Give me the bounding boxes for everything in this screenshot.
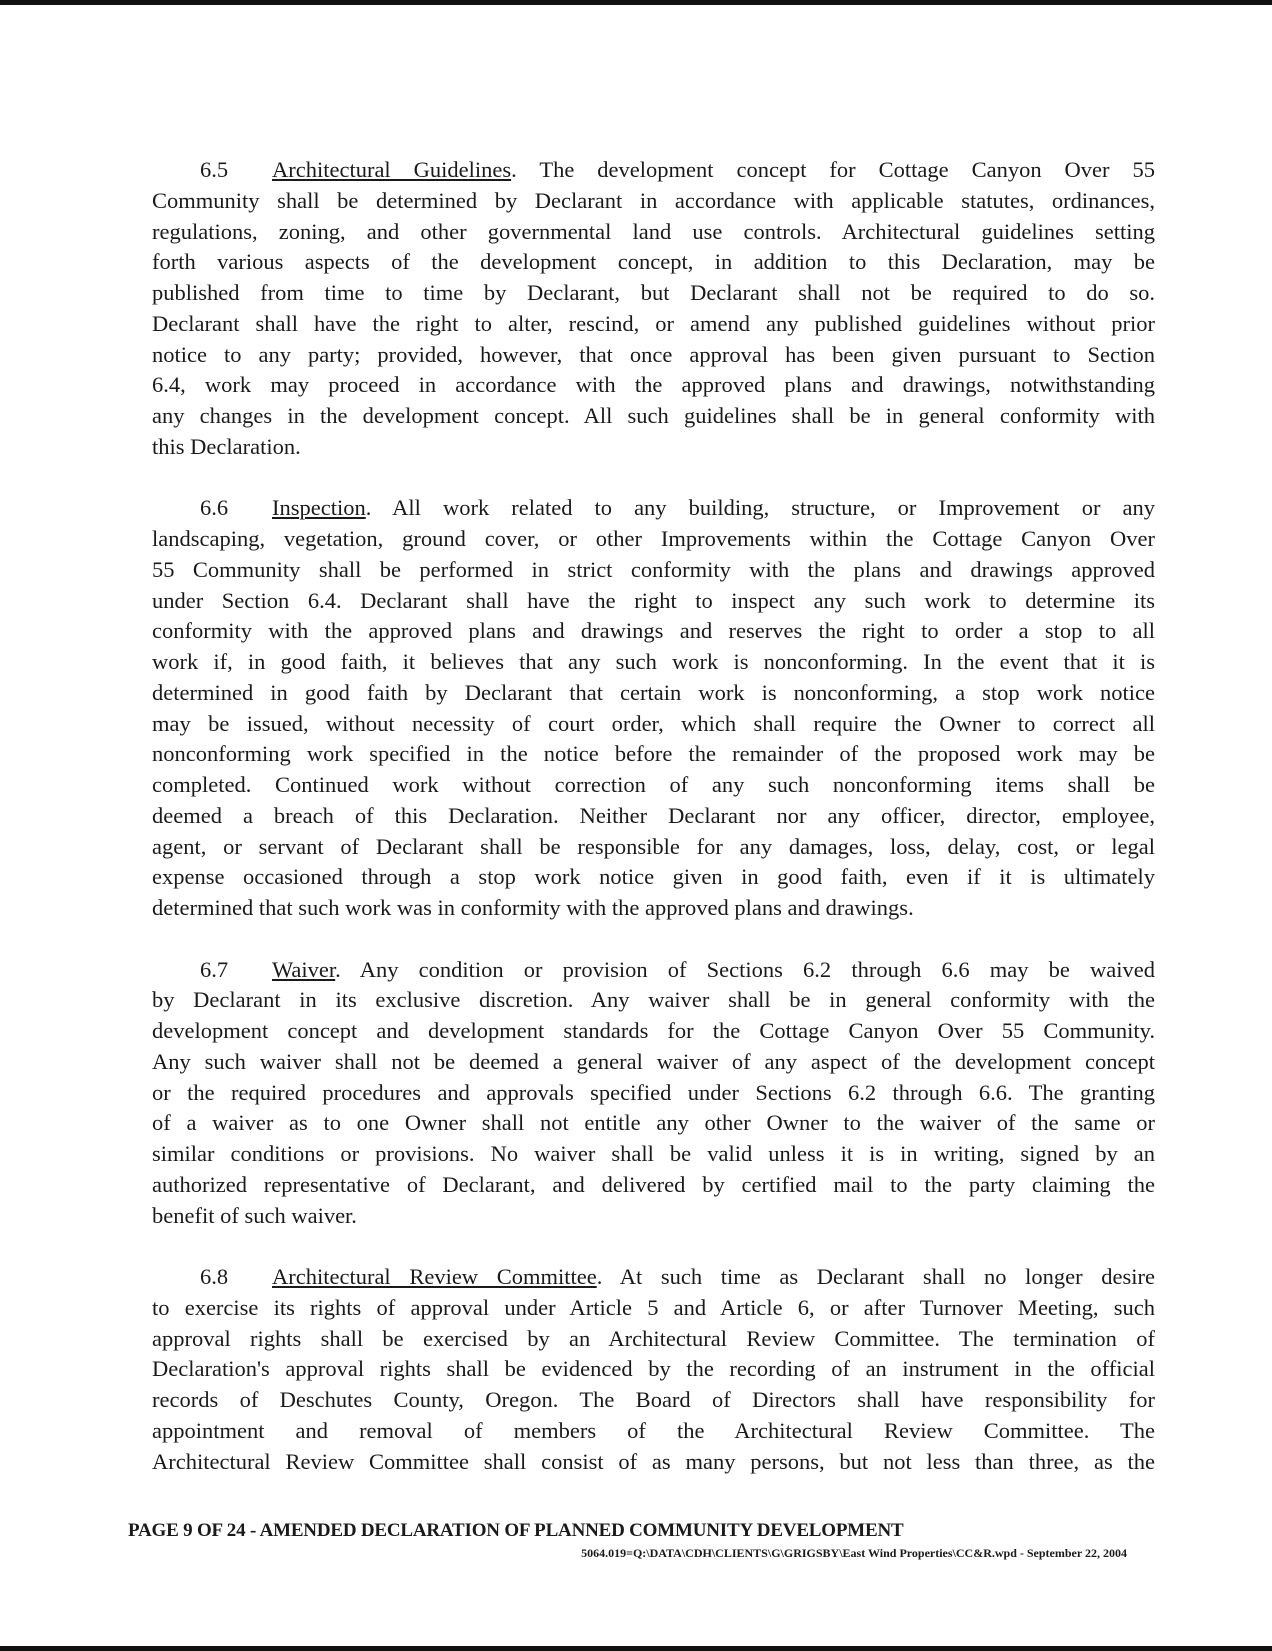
text-line: any changes in the development concept. All such guidelines shall be in general conformity with xyxy=(152,403,1155,428)
text-line: development concept and development standards for the Cottage Canyon Over 55 Community. xyxy=(152,1018,1155,1043)
text-line: Community shall be determined by Declarant in accordance with applicable statutes, ordinances, xyxy=(152,187,1155,213)
text-line: determined that such work was in conformity with the approved plans and drawings. xyxy=(152,895,914,920)
section-heading: Architectural Review Committee xyxy=(272,1264,597,1289)
section-heading: Waiver xyxy=(272,956,336,982)
heading-period: . xyxy=(365,495,393,521)
text-line: completed. Continued work without correction of any such nonconforming items shall be xyxy=(152,772,1155,797)
text-line: deemed a breach of this Declaration. Neither Declarant nor any officer, director, employee, xyxy=(152,802,1155,828)
text-line: expense occasioned through a stop work notice given in good faith, even if it is ultimately xyxy=(152,864,1155,890)
document-body xyxy=(152,155,1155,1477)
heading-period: . xyxy=(511,157,540,182)
paragraph-gap xyxy=(152,924,1155,955)
text-line: may be issued, without necessity of court order, which shall require the Owner to correct all xyxy=(152,710,1155,736)
text-line: agent, or servant of Declarant shall be responsible for any damages, loss, delay, cost, or legal xyxy=(152,833,1155,859)
text-line: nonconforming work specified in the notice before the remainder of the proposed work may be xyxy=(152,741,1155,767)
text-line: 55 Community shall be performed in strict conformity with the plans and drawings approved xyxy=(152,556,1155,582)
text-line: benefit of such waiver. xyxy=(152,1202,357,1228)
section-6-8 xyxy=(152,1262,1155,1477)
text-line xyxy=(152,493,1155,524)
text-line: or the required procedures and approvals specified under Sections 6.2 through 6.6. The granting xyxy=(152,1079,1155,1105)
section-heading: Architectural Guidelines xyxy=(272,157,512,182)
text-line xyxy=(152,955,1155,986)
text-line: determined in good faith by Declarant that certain work is nonconforming, a stop work notice xyxy=(152,679,1155,705)
text-line: published from time to time by Declarant, but Declarant shall not be required to do so. xyxy=(152,280,1155,305)
section-6-7 xyxy=(152,955,1155,1232)
text-line: Architectural Review Committee shall consist of as many persons, but not less than three, as the xyxy=(152,1448,1155,1474)
scan-top-border xyxy=(0,0,1272,5)
section-number: 6.7 xyxy=(200,956,229,982)
section-6-6 xyxy=(152,493,1155,924)
text-line: under Section 6.4. Declarant shall have the right to inspect any such work to determine its xyxy=(152,587,1155,613)
text-line: of a waiver as to one Owner shall not entitle any other Owner to the waiver of the same or xyxy=(152,1110,1155,1136)
text-line: Any such waiver shall not be deemed a general waiver of any aspect of the development concept xyxy=(152,1048,1155,1074)
text-line: authorized representative of Declarant, and delivered by certified mail to the party claiming the xyxy=(152,1171,1155,1197)
line-text: The development concept for Cottage Canyon Over 55 xyxy=(539,157,1155,182)
text-line: Declaration's approval rights shall be evidenced by the recording of an instrument in the official xyxy=(152,1356,1155,1382)
text-line xyxy=(152,155,1155,186)
text-line: appointment and removal of members of the Architectural Review Committee. The xyxy=(152,1417,1155,1443)
text-line: Declarant shall have the right to alter, rescind, or amend any published guidelines without prior xyxy=(152,310,1155,336)
footer-page-title: PAGE 9 OF 24 - AMENDED DECLARATION OF PLANNED COMMUNITY DEVELOPMENT xyxy=(128,1520,904,1541)
section-6-5 xyxy=(152,155,1155,463)
text-line: conformity with the approved plans and drawings and reserves the right to order a stop to all xyxy=(152,618,1155,644)
text-line: similar conditions or provisions. No waiver shall be valid unless it is in writing, signed by an xyxy=(152,1141,1155,1166)
text-line: notice to any party; provided, however, that once approval has been given pursuant to Section xyxy=(152,341,1155,367)
text-line xyxy=(152,1262,1155,1293)
text-line: work if, in good faith, it believes that any such work is nonconforming. In the event that it is xyxy=(152,649,1155,674)
line-text: Any condition or provision of Sections 6.2 through 6.6 may be waived xyxy=(359,956,1155,982)
heading-period: . xyxy=(596,1264,620,1289)
heading-period: . xyxy=(335,956,360,982)
line-text: At such time as Declarant shall no longer desire xyxy=(619,1264,1155,1289)
text-line: regulations, zoning, and other governmental land use controls. Architectural guidelines setting xyxy=(152,218,1155,244)
text-line: records of Deschutes County, Oregon. The Board of Directors shall have responsibility for xyxy=(152,1387,1155,1412)
section-heading: Inspection xyxy=(272,495,366,521)
text-line: approval rights shall be exercised by an Architectural Review Committee. The termination of xyxy=(152,1325,1155,1351)
paragraph-gap xyxy=(152,1231,1155,1262)
text-line: to exercise its rights of approval under Article 5 and Article 6, or after Turnover Meeting, such xyxy=(152,1294,1155,1320)
paragraph-gap xyxy=(152,463,1155,494)
section-number: 6.5 xyxy=(200,157,229,182)
text-line: landscaping, vegetation, ground cover, or other Improvements within the Cottage Canyon Over xyxy=(152,526,1155,551)
section-number: 6.8 xyxy=(200,1264,229,1289)
footer-file-path: 5064.019=Q:\DATA\CDH\CLIENTS\G\GRIGSBY\East Wind Properties\CC&R.wpd - September 22, 2004 xyxy=(581,1546,1127,1560)
text-line: 6.4, work may proceed in accordance with the approved plans and drawings, notwithstanding xyxy=(152,372,1155,398)
text-line: forth various aspects of the development concept, in addition to this Declaration, may be xyxy=(152,249,1155,275)
text-line: this Declaration. xyxy=(152,433,301,459)
section-number: 6.6 xyxy=(200,495,229,521)
line-text: All work related to any building, structure, or Improvement or any xyxy=(392,495,1155,521)
scan-bottom-border xyxy=(0,1646,1272,1651)
text-line: by Declarant in its exclusive discretion. Any waiver shall be in general conformity with the xyxy=(152,987,1155,1013)
